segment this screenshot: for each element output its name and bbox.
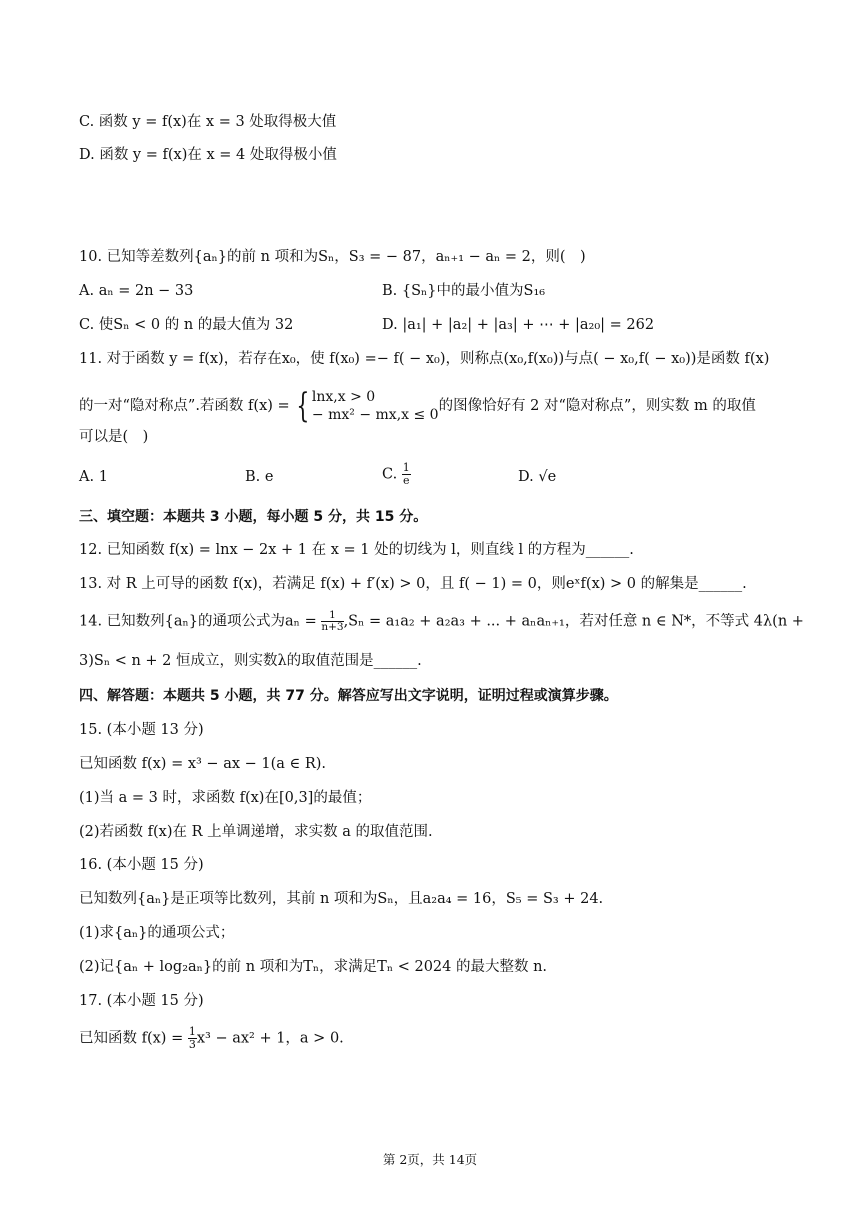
question-11-line2	[79, 388, 756, 424]
question-16: 16. (本小题 15 分)	[79, 857, 204, 873]
section-4-heading: 四、解答题：本题共 5 小题，共 77 分。解答应写出文字说明，证明过程或演算步骤。	[79, 688, 618, 704]
option-b-q10: B. {Sₙ}中的最小值为S₁₆	[382, 283, 546, 299]
option-a-q11: A. 1	[79, 469, 108, 485]
q11-text-c: 的图像恰好有 2 对“隐对称点”，则实数 m 的取值	[438, 398, 756, 414]
denominator: 3	[188, 1038, 196, 1051]
q11-text-a: 的一对“隐对称点”.若函数 f(x) =	[79, 398, 295, 414]
q17-text-b: x³ − ax² + 1，a > 0.	[196, 1030, 344, 1047]
question-14-line2: 3)Sₙ < n + 2 恒成立，则实数λ的取值范围是______.	[79, 653, 422, 669]
question-12: 12. 已知函数 f(x) = lnx − 2x + 1 在 x = 1 处的切线为 l，则直线 l 的方程为______.	[79, 542, 634, 558]
q17-statement	[79, 1026, 344, 1051]
section-3-heading: 三、填空题：本题共 3 小题，每小题 5 分，共 15 分。	[79, 509, 428, 525]
q16-statement: 已知数列{aₙ}是正项等比数列，其前 n 项和为Sₙ，且a₂a₄ = 16，S₅ = S₃ + 24.	[79, 891, 604, 907]
denominator: n+3	[321, 621, 344, 633]
question-13: 13. 对 R 上可导的函数 f(x)，若满足 f(x) + f′(x) > 0，且 f( − 1) = 0，则eˣf(x) > 0 的解集是______.	[79, 576, 747, 592]
option-c-q11	[382, 462, 411, 487]
q15-part1: (1)当 a = 3 时，求函数 f(x)在[0,3]的最值；	[79, 790, 372, 806]
option-c-q10: C. 使Sₙ < 0 的 n 的最大值为 32	[79, 317, 294, 333]
fraction	[321, 610, 343, 633]
case-2: − mx² − mx,x ≤ 0	[311, 407, 439, 423]
option-c-label: C.	[382, 466, 398, 483]
question-14-line1	[79, 610, 804, 633]
q17-text-a: 已知函数 f(x) =	[79, 1030, 188, 1047]
page-footer: 第 2页，共 14页	[382, 1152, 478, 1167]
numerator: 1	[321, 610, 343, 622]
q15-statement: 已知函数 f(x) = x³ − ax − 1(a ∈ R).	[79, 756, 327, 772]
q15-part2: (2)若函数 f(x)在 R 上单调递增，求实数 a 的取值范围.	[79, 824, 433, 840]
q14-text-a: 14. 已知数列{aₙ}的通项公式为aₙ =	[79, 613, 322, 630]
piecewise-brace: {	[296, 386, 310, 426]
fraction	[402, 462, 411, 487]
question-17: 17. (本小题 15 分)	[79, 993, 204, 1009]
piecewise-cases	[312, 388, 439, 424]
option-d-q9: D. 函数 y = f(x)在 x = 4 处取得极小值	[79, 147, 337, 163]
option-b-q11: B. e	[245, 469, 274, 485]
question-11-line3: 可以是( )	[79, 429, 149, 445]
numerator: 1	[188, 1025, 196, 1038]
denominator: e	[403, 474, 410, 487]
option-d-q10: D. |a₁| + |a₂| + |a₃| + ⋯ + |a₂₀| = 262	[382, 317, 655, 333]
fraction	[188, 1026, 197, 1051]
q16-part1: (1)求{aₙ}的通项公式；	[79, 925, 235, 941]
option-a-q10: A. aₙ = 2n − 33	[79, 283, 194, 299]
question-15: 15. (本小题 13 分)	[79, 722, 204, 738]
question-10: 10. 已知等差数列{aₙ}的前 n 项和为Sₙ，S₃ = − 87，aₙ₊₁ − aₙ = 2，则( )	[79, 249, 586, 265]
numerator: 1	[402, 461, 410, 474]
case-1: lnx,x > 0	[311, 389, 376, 405]
q14-text-b: ,Sₙ = a₁a₂ + a₂a₃ + ... + aₙaₙ₊₁，若对任意 n ∈ N*，不等式 4λ(n +	[343, 613, 804, 630]
q16-part2: (2)记{aₙ + log₂aₙ}的前 n 项和为Tₙ，求满足Tₙ < 2024 的最大整数 n.	[79, 959, 548, 975]
option-d-q11: D. √e	[518, 469, 557, 485]
question-11-line1: 11. 对于函数 y = f(x)，若存在x₀，使 f(x₀) =− f( − x₀)，则称点(x₀,f(x₀))与点( − x₀,f( − x₀))是函数 f(x)	[79, 351, 770, 367]
option-c-q9: C. 函数 y = f(x)在 x = 3 处取得极大值	[79, 114, 337, 130]
